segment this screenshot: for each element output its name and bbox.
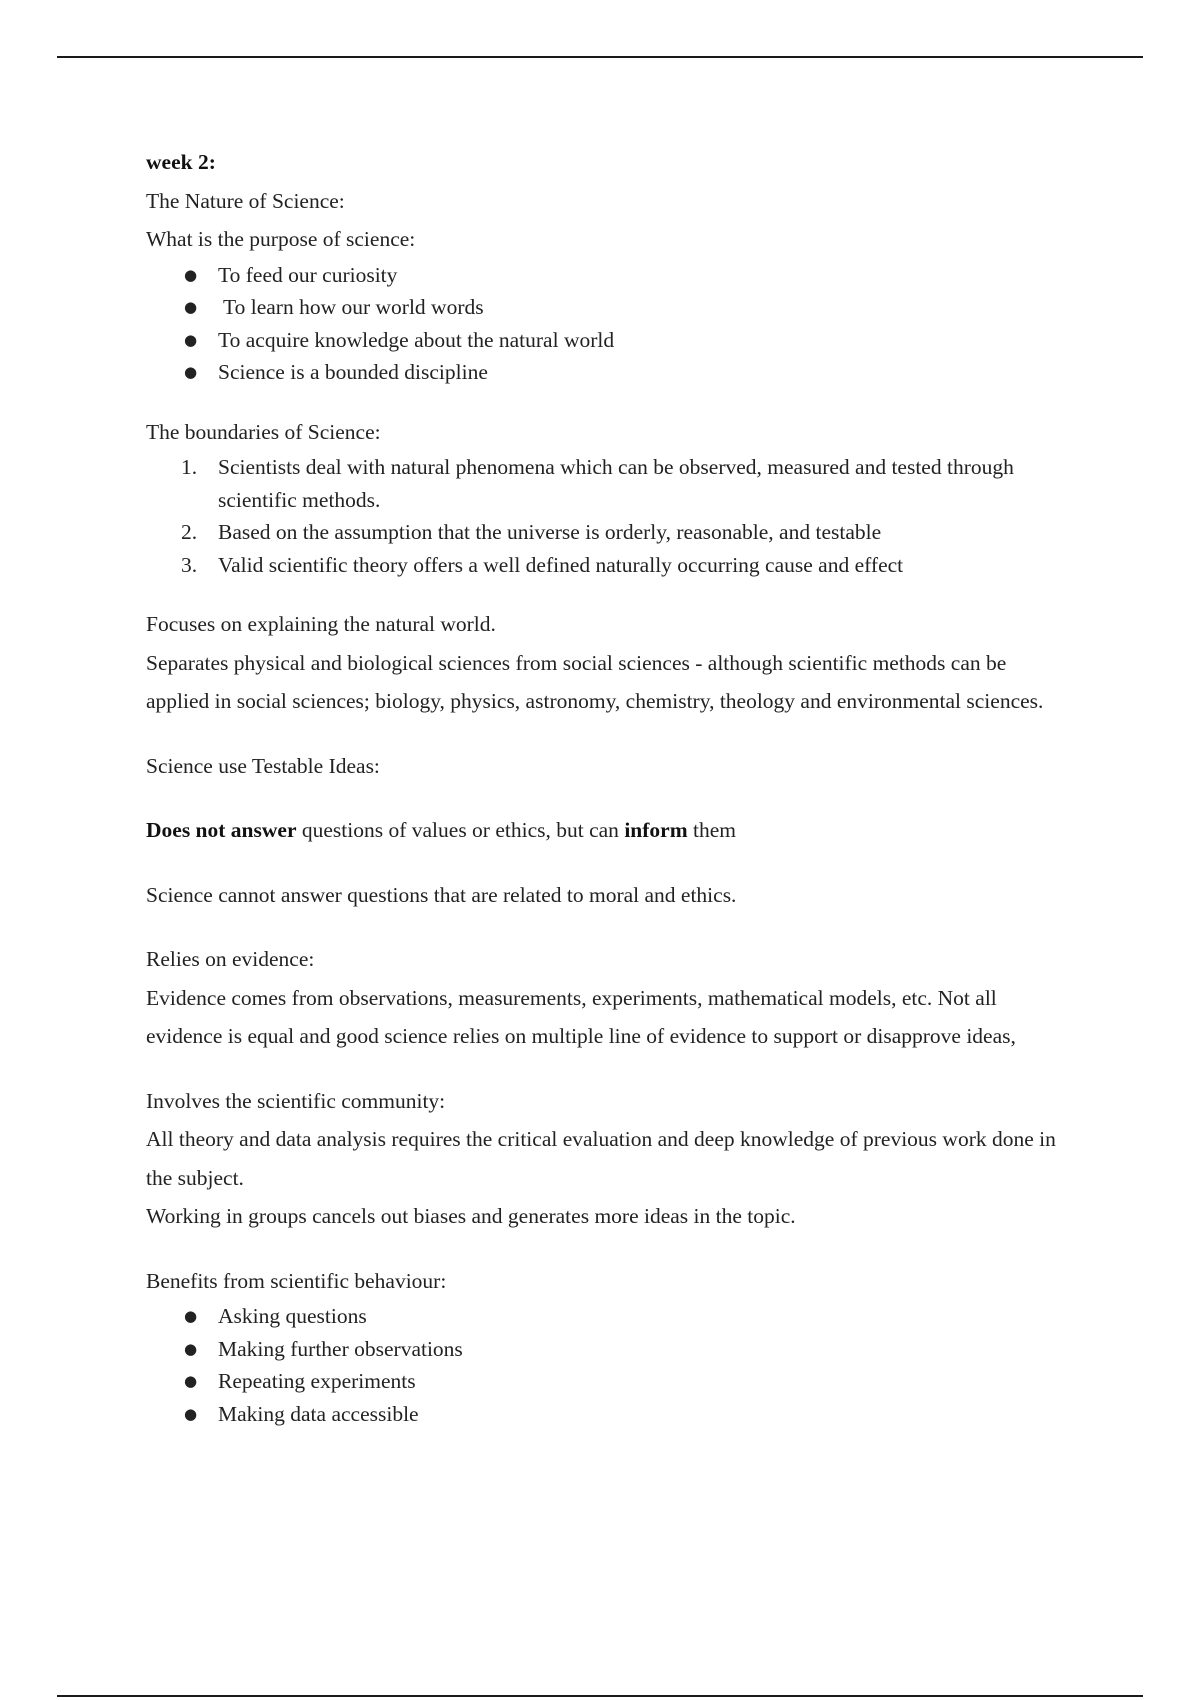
bullet-icon: ● [184,363,198,381]
bullet-icon: ● [184,265,198,284]
document-body [146,143,1066,1430]
list-item: ● Making further observations [146,1333,1066,1366]
footer-rule [57,1695,1143,1697]
testable-title: Science use Testable Ideas: [146,753,380,778]
evidence-title: Relies on evidence: [146,947,315,971]
bullet-icon: ● [184,1307,198,1325]
community-title: Involves the scientific community: [146,1088,446,1113]
bullet-icon: ● [184,1339,198,1358]
purpose-list [146,259,1066,389]
nature-title: The Nature of Science: [146,188,345,213]
list-item: ● To feed our curiosity [146,259,1066,292]
list-item: ● To acquire knowledge about the natural world [146,324,1066,357]
bullet-icon: ● [184,1372,198,1390]
header-rule [57,56,1143,58]
bullet-icon: ● [184,1404,198,1423]
week-heading: week 2: [146,150,216,174]
cannot-answer-line: Science cannot answer questions that are related to moral and ethics. [146,882,737,907]
boundaries-list [146,451,1066,581]
purpose-question: What is the purpose of science: [146,227,416,251]
focus-line: Focuses on explaining the natural world. [146,612,496,636]
bullet-icon: ● [184,298,198,316]
community-paragraph-2: Working in groups cancels out biases and generates more ideas in the topic. [146,1204,796,1228]
list-item: ● Repeating experiments [146,1365,1066,1398]
list-item: ● To learn how our world words [146,291,1066,324]
separates-paragraph: Separates physical and biological sciences from social sciences - although scientific methods can be applied in social sciences; biology, physics, astronomy, chemistry, theology and environmental sciences. [146,650,1044,713]
ethics-line: Does not answer questions of values or ethics, but can inform them [146,818,736,842]
evidence-paragraph: Evidence comes from observations, measurements, experiments, mathematical models, etc. Not all evidence is equal and good science relies on multiple line of evidence to support or disapprove ideas, [146,985,1016,1048]
boundaries-title: The boundaries of Science: [146,419,381,444]
list-item: ● Asking questions [146,1300,1066,1333]
list-item: ● Science is a bounded discipline [146,356,1066,389]
list-item: 1. Scientists deal with natural phenomena which can be observed, measured and tested through scientific methods. [181,455,1014,512]
list-item: ● Making data accessible [146,1398,1066,1431]
list-item: 2. Based on the assumption that the universe is orderly, reasonable, and testable [181,520,882,544]
list-item: 3. Valid scientific theory offers a well defined naturally occurring cause and effect [181,552,904,577]
community-paragraph: All theory and data analysis requires the critical evaluation and deep knowledge of previous work done in the subject. [146,1127,1056,1190]
benefits-title: Benefits from scientific behaviour: [146,1268,447,1293]
benefits-list [146,1300,1066,1430]
bullet-icon: ● [184,330,198,349]
